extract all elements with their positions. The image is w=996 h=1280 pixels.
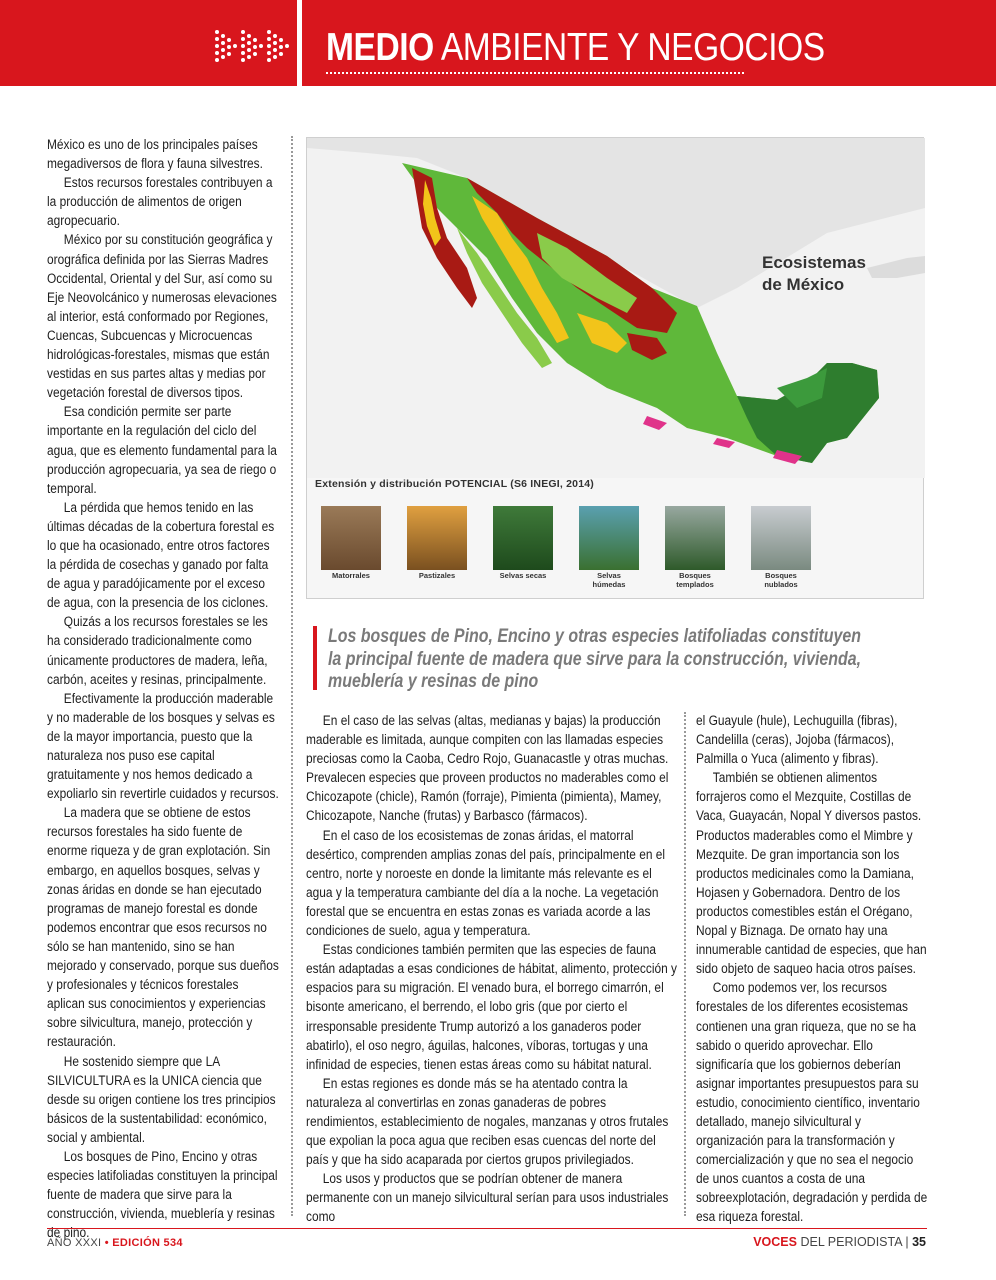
- ecosystem-thumbnails: [315, 506, 915, 594]
- footer-edition: EDICIÓN 534: [112, 1237, 183, 1249]
- footer-brand-bold: VOCES: [753, 1235, 797, 1249]
- section-header: [0, 0, 996, 86]
- pull-quote-bar: [313, 626, 317, 690]
- footer-brand: [753, 1235, 926, 1249]
- paragraph: Estas condiciones también permiten que las especies de fauna están adaptadas a esas condiciones de hábitat, alimento, protección y espacios para su migración. El venado bura, el borrego cimarrón, el bisonte americano, el berrendo, el lobo gris (que por cierto el irresponsable presidente Trump autorizó a los ganaderos poder abatirlo), el oso negro, águilas, halcones, víboras, tortugas y una infinidad de especies, tienen estas áreas como su hábitat natural.: [306, 942, 678, 1073]
- footer-issue: [47, 1237, 183, 1249]
- section-title-bold: MEDIO: [326, 26, 434, 69]
- ecosystem-photo: [579, 506, 639, 570]
- footer-bullet: •: [104, 1237, 109, 1249]
- ecosystem-thumbnail: [493, 506, 553, 580]
- paragraph: En el caso de las selvas (altas, medianas y bajas) la producción maderable es limitada, aunque compiten con las llamadas especies preciosas como la Caoba, Cedro Rojo, Guanacastle y otras muchas. Prevalecen especies que proveen productos no maderables como el Chicozapote (chicle), Ramón (forraje), Pimienta (pimienta), Mamey, Chicozapote, Nanche (frutas) y Barbasco (fármacos).: [306, 713, 669, 825]
- header-dotted-rule: [326, 72, 744, 74]
- ecosystem-label: Bosques nublados: [764, 571, 798, 589]
- column-separator: [684, 712, 686, 1216]
- ecosystem-photo: [407, 506, 467, 570]
- page-number: 35: [912, 1235, 926, 1249]
- ecosystem-thumbnail: [579, 506, 639, 589]
- article-column-middle: [306, 712, 678, 1228]
- map-caption: Extensión y distribución POTENCIAL (S6 INEGI, 2014): [315, 478, 594, 490]
- paragraph: Estos recursos forestales contribuyen a la producción de alimentos de origen agropecuario.: [47, 175, 273, 230]
- paragraph: Como podemos ver, los recursos forestales de los diferentes ecosistemas contienen una gran riqueza, que no se ha sabido o querido aprovechar. Ello significaría que los gobiernos deberían asignar importantes presupuestos para su estudio, conocimiento científico, inventario detallado, manejo silvicultural y organización para la transformación y comercialización y que no sea el negocio de unos cuantos a costa de una sobreexplotación, degradación y perdida de esa riqueza forestal.: [696, 980, 928, 1226]
- paragraph: También se obtienen alimentos forrajeros como el Mezquite, Costillas de Vaca, Guayacán, Nopal Y diversos pastos. Productos maderables como el Mimbre y Mezquite. De gran importancia son los productos medicinales como la Damiana, Hojasen y Gobernadora. Dentro de los productos comestibles están el Orégano, Nopal y Biznaga. De ornato hay una innumerable cantidad de especies, que han sido objeto de saqueo hacia otros países.: [696, 770, 927, 978]
- column-separator: [291, 136, 293, 1216]
- ecosystem-label: Bosques templados: [676, 571, 714, 589]
- ecosystem-photo: [751, 506, 811, 570]
- footer-rule: [47, 1228, 927, 1229]
- ecosystem-thumbnail: [751, 506, 811, 589]
- ecosystem-label: Pastizales: [418, 571, 456, 580]
- article-column-right: [696, 712, 928, 1228]
- ecosystem-photo: [321, 506, 381, 570]
- paragraph: México por su constitución geográfica y orográfica definida por las Sierras Madres Occidental, Oriental y del Sur, así como su Eje Neovolcánico y numerosas elevaciones al interior, está conformado por Regiones, Cuencas, Subcuencas y Microcuencas hidrológicas-forestales, mismas que están vestidas en sus partes altas y medias por vegetación forestal de diversos tipos.: [47, 232, 277, 402]
- header-divider: [297, 0, 302, 86]
- paragraph: En estas regiones es donde más se ha atentado contra la naturaleza al convertirlas en zonas ganaderas de pobres rendimientos, establecimiento de nogales, manzanas y otros frutales que expolian la poca agua que reciben esas cuencas del norte del país y que ha sido acaparada por ciertos grupos privilegiados.: [306, 1075, 669, 1169]
- article-column-left: [47, 136, 279, 1243]
- footer-separator: |: [905, 1235, 909, 1249]
- ecosystem-thumbnail: [321, 506, 381, 580]
- ecosystem-thumbnail: [665, 506, 725, 589]
- ecosystem-thumbnail: [407, 506, 467, 580]
- ecosystems-map-figure: [306, 137, 924, 599]
- triple-arrow-icon: [214, 28, 294, 66]
- ecosystem-label: Matorrales: [332, 571, 370, 580]
- footer-brand-rest: DEL PERIODISTA: [800, 1235, 902, 1249]
- paragraph: el Guayule (hule), Lechuguilla (fibras), Candelilla (ceras), Jojoba (fármacos), Palmilla o Yuca (alimento y fibras).: [696, 713, 898, 768]
- paragraph: La pérdida que hemos tenido en las últimas décadas de la cobertura forestal es lo que ha ocasionado, entre otros factores la pérdida de cosechas y ganado por falta de agua y paradójicamente por el exceso de agua, con la presencia de los ciclones.: [47, 499, 275, 612]
- paragraph: Esa condición permite ser parte importante en la regulación del ciclo del agua, que es elemento fundamental para la producción agropecuaria, ya sea de riego o temporal.: [47, 404, 277, 497]
- map-title: Ecosistemas de México: [762, 253, 866, 294]
- footer-year: AÑO XXXI: [47, 1237, 102, 1249]
- ecosystem-photo: [665, 506, 725, 570]
- section-title-rest: AMBIENTE Y NEGOCIOS: [440, 26, 825, 69]
- paragraph: México es uno de los principales países megadiversos de flora y fauna silvestres.: [47, 137, 263, 173]
- paragraph: Quizás a los recursos forestales se les ha considerado tradicionalmente como únicamente productores de madera, leña, carbón, aceites y resinas, principalmente.: [47, 614, 268, 688]
- paragraph: He sostenido siempre que LA SILVICULTURA es la UNICA ciencia que desde su origen contiene los tres principios básicos de la sustentabilidad: económico, social y ambiental.: [47, 1053, 276, 1146]
- ecosystem-label: Selvas húmedas: [592, 571, 626, 589]
- pull-quote-text: Los bosques de Pino, Encino y otras especies latifoliadas constituyen la principal fuente de madera que sirve para la construcción, vivienda, mueblería y resinas de pino: [328, 626, 862, 692]
- section-title: [326, 26, 825, 70]
- paragraph: La madera que se obtiene de estos recursos forestales ha sido fuente de enorme riqueza y de gran explotación. Sin embargo, en aquellos bosques, selvas y zonas áridas en donde se han ejecutado programas de manejo forestal es donde podemos encontrar que esos recursos no sólo se han mantenido, sino se han mejorado y conservado, porque sus dueños y profesionales y técnicos forestales aplican sus conocimientos y experiencias sobre silvicultura, manejo, protección y restauración.: [47, 805, 279, 1051]
- mexico-map: [307, 138, 925, 478]
- paragraph: Los bosques de Pino, Encino y otras especies latifoliadas constituyen la principal fuente de madera que sirve para la construcción, vivienda, mueblería y resinas de pino.: [47, 1148, 278, 1242]
- paragraph: Efectivamente la producción maderable y no maderable de los bosques y selvas es de la mayor importancia, puesto que la naturaleza nos puso ese capital gratuitamente y nos hemos dedicado a expoliarlo sin revertirle cuidados y recursos.: [47, 690, 279, 803]
- paragraph: En el caso de los ecosistemas de zonas áridas, el matorral desértico, comprenden amplias zonas del país, principalmente en el centro, norte y noroeste en donde la limitante más relevante es el agua y la temperatura cambiante del día a la noche. La vegetación forestal que se encuentra en estas zonas es variada acorde a las condiciones de suelo, agua y temperatura.: [306, 827, 666, 940]
- paragraph: Los usos y productos que se podrían obtener de manera permanente con un manejo silvicultural serían para usos industriales como: [306, 1171, 669, 1226]
- ecosystem-photo: [493, 506, 553, 570]
- ecosystem-label: Selvas secas: [499, 571, 547, 580]
